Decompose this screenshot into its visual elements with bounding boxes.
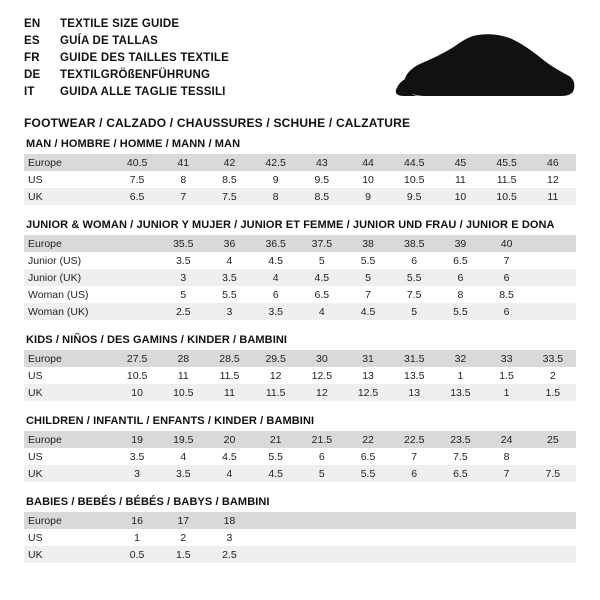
size-cell: 43 [299,154,345,171]
size-cell: 11 [530,188,576,205]
table-row [24,188,576,205]
size-cell: 6 [253,286,299,303]
size-cell: 24 [484,431,530,448]
size-cell [253,512,299,529]
language-code: IT [24,86,35,98]
size-cell: 1 [437,367,483,384]
size-cell: 5.5 [345,252,391,269]
size-cell: 1.5 [530,384,576,401]
table-row [24,350,576,367]
size-cell: 7.5 [391,286,437,303]
row-label: US [24,367,114,384]
size-cell: 5 [391,303,437,320]
size-cell: 45.5 [484,154,530,171]
row-label: UK [24,546,114,563]
language-code: FR [24,52,40,64]
size-cell: 18 [206,512,252,529]
size-cell: 27.5 [114,350,160,367]
table-row [24,171,576,188]
size-cell [114,303,160,320]
size-cell: 4 [253,269,299,286]
row-label: Junior (UK) [24,269,114,286]
size-cell [114,235,160,252]
size-cell [253,546,299,563]
size-cell: 23.5 [437,431,483,448]
size-cell: 29.5 [253,350,299,367]
size-cell [437,546,483,563]
size-cell: 9.5 [391,188,437,205]
row-label: US [24,448,114,465]
size-cell: 7.5 [530,465,576,482]
size-cell: 25 [530,431,576,448]
size-cell [530,269,576,286]
size-cell: 2 [530,367,576,384]
size-cell: 40 [484,235,530,252]
size-cell: 5 [299,465,345,482]
table-row [24,154,576,171]
size-cell [253,529,299,546]
size-cell: 4 [160,448,206,465]
size-cell: 5.5 [253,448,299,465]
size-cell [437,529,483,546]
size-cell: 5 [160,286,206,303]
size-cell: 4.5 [206,448,252,465]
size-cell: 6.5 [345,448,391,465]
size-cell: 38 [345,235,391,252]
table-row [24,465,576,482]
row-label: Europe [24,154,114,171]
row-label: Woman (UK) [24,303,114,320]
language-title: TEXTILE SIZE GUIDE [60,18,180,30]
size-cell: 46 [530,154,576,171]
size-cell: 0.5 [114,546,160,563]
language-code: ES [24,35,40,47]
size-cell: 8 [484,448,530,465]
size-section [24,415,576,482]
table-row [24,448,576,465]
size-cell [391,546,437,563]
size-cell: 28 [160,350,206,367]
size-cell: 10.5 [391,171,437,188]
size-cell: 32 [437,350,483,367]
size-cell: 36.5 [253,235,299,252]
size-cell [530,235,576,252]
size-cell: 6 [484,269,530,286]
size-cell: 3 [206,303,252,320]
row-label: Europe [24,235,114,252]
size-cell: 5.5 [437,303,483,320]
size-cell: 4.5 [253,252,299,269]
size-cell: 28.5 [206,350,252,367]
size-cell: 4.5 [299,269,345,286]
size-cell: 11 [437,171,483,188]
size-cell: 5 [345,269,391,286]
size-cell: 17 [160,512,206,529]
size-cell: 5.5 [391,269,437,286]
table-row [24,235,576,252]
table-row [24,529,576,546]
section-title: CHILDREN / INFANTIL / ENFANTS / KINDER / BAMBINI [26,415,315,427]
size-cell: 20 [206,431,252,448]
size-cell [530,512,576,529]
size-cell: 40.5 [114,154,160,171]
size-cell: 10.5 [114,367,160,384]
row-label: UK [24,188,114,205]
size-cell: 4 [206,252,252,269]
size-cell: 4 [206,465,252,482]
size-cell: 41 [160,154,206,171]
size-cell: 5.5 [345,465,391,482]
size-cell: 1.5 [484,367,530,384]
row-label: US [24,529,114,546]
row-label: Europe [24,431,114,448]
size-tables [24,138,576,563]
size-cell [345,546,391,563]
size-cell [345,512,391,529]
size-cell: 10 [114,384,160,401]
size-cell [114,269,160,286]
size-cell: 11.5 [484,171,530,188]
size-cell: 3.5 [160,252,206,269]
language-title: GUIDA ALLE TAGLIE TESSILI [60,86,226,98]
size-cell: 1 [484,384,530,401]
page-header [24,16,576,130]
table-row [24,512,576,529]
size-cell: 3.5 [253,303,299,320]
size-cell: 13 [345,367,391,384]
size-table [24,431,576,482]
size-cell: 44.5 [391,154,437,171]
language-code: DE [24,69,41,81]
size-cell: 8.5 [299,188,345,205]
size-cell: 8.5 [484,286,530,303]
size-cell: 7.5 [437,448,483,465]
size-cell: 6 [484,303,530,320]
size-cell: 22 [345,431,391,448]
row-label: UK [24,465,114,482]
size-cell: 4 [299,303,345,320]
table-row [24,286,576,303]
size-cell: 2.5 [206,546,252,563]
size-cell: 10.5 [160,384,206,401]
size-cell: 16 [114,512,160,529]
size-cell: 35.5 [160,235,206,252]
size-cell: 31.5 [391,350,437,367]
size-cell: 6 [391,252,437,269]
language-title: GUIDE DES TAILLES TEXTILE [60,52,229,64]
table-row [24,367,576,384]
size-cell: 6 [391,465,437,482]
size-cell: 11.5 [253,384,299,401]
table-row [24,546,576,563]
language-code: EN [24,18,41,30]
size-cell: 37.5 [299,235,345,252]
size-cell: 10 [345,171,391,188]
row-label: US [24,171,114,188]
size-cell [391,512,437,529]
size-cell: 6.5 [114,188,160,205]
table-row [24,252,576,269]
size-cell: 7 [345,286,391,303]
size-cell [530,286,576,303]
size-cell: 3.5 [206,269,252,286]
size-cell: 11 [206,384,252,401]
language-row [24,16,576,33]
size-cell: 13 [391,384,437,401]
size-cell: 42 [206,154,252,171]
table-row [24,431,576,448]
size-cell: 45 [437,154,483,171]
size-cell [530,303,576,320]
size-cell: 10 [437,188,483,205]
section-title: KIDS / NIÑOS / DES GAMINS / KINDER / BAMBINI [26,334,288,346]
table-row [24,384,576,401]
size-cell [299,546,345,563]
size-cell [437,512,483,529]
size-cell: 1 [114,529,160,546]
size-cell: 3.5 [160,465,206,482]
size-cell: 6.5 [437,252,483,269]
size-cell: 21 [253,431,299,448]
size-section [24,219,576,320]
size-cell: 7.5 [206,188,252,205]
size-cell: 6 [299,448,345,465]
size-cell: 38.5 [391,235,437,252]
size-cell: 7 [160,188,206,205]
language-title: TEXTILGRÖßENFÜHRUNG [60,69,211,81]
size-cell: 11.5 [206,367,252,384]
size-cell: 7 [391,448,437,465]
size-cell [530,252,576,269]
size-cell [484,512,530,529]
size-cell: 33.5 [530,350,576,367]
language-title: GUÍA DE TALLAS [60,35,158,47]
size-table [24,154,576,205]
size-cell: 9 [345,188,391,205]
size-cell: 8 [253,188,299,205]
size-cell: 12.5 [299,367,345,384]
size-cell [530,448,576,465]
size-cell [391,529,437,546]
section-title: JUNIOR & WOMAN / JUNIOR Y MUJER / JUNIOR ET FEMME / JUNIOR UND FRAU / JUNIOR E DONA [26,219,555,231]
size-cell [299,512,345,529]
row-label: Europe [24,350,114,367]
size-cell: 7.5 [114,171,160,188]
size-cell: 12 [530,171,576,188]
size-cell: 42.5 [253,154,299,171]
row-label: UK [24,384,114,401]
size-cell: 6.5 [299,286,345,303]
size-cell: 3.5 [114,448,160,465]
size-cell: 2.5 [160,303,206,320]
size-cell: 4.5 [345,303,391,320]
size-cell: 8.5 [206,171,252,188]
size-cell: 5 [299,252,345,269]
dress-shoe-icon [386,32,576,110]
table-row [24,303,576,320]
size-cell: 7 [484,465,530,482]
size-cell: 9 [253,171,299,188]
size-cell: 13.5 [391,367,437,384]
size-section [24,334,576,401]
size-cell: 6.5 [437,465,483,482]
size-cell: 4.5 [253,465,299,482]
size-cell: 9.5 [299,171,345,188]
size-table [24,235,576,320]
size-cell: 44 [345,154,391,171]
size-cell: 19 [114,431,160,448]
size-cell [484,546,530,563]
size-cell: 5.5 [206,286,252,303]
size-cell: 31 [345,350,391,367]
size-cell: 11 [160,367,206,384]
size-cell [299,529,345,546]
size-cell: 3 [206,529,252,546]
size-cell: 21.5 [299,431,345,448]
size-cell: 13.5 [437,384,483,401]
size-cell: 12.5 [345,384,391,401]
size-cell: 33 [484,350,530,367]
size-section [24,138,576,205]
section-title: MAN / HOMBRE / HOMME / MANN / MAN [26,138,241,150]
size-cell: 7 [484,252,530,269]
size-cell [114,286,160,303]
category-heading: FOOTWEAR / CALZADO / CHAUSSURES / SCHUHE / CALZATURE [24,116,411,130]
size-cell: 6 [437,269,483,286]
size-section [24,496,576,563]
row-label: Junior (US) [24,252,114,269]
size-cell: 1.5 [160,546,206,563]
size-cell: 3 [114,465,160,482]
size-cell: 3 [160,269,206,286]
size-cell: 19.5 [160,431,206,448]
size-cell: 12 [253,367,299,384]
size-cell: 8 [437,286,483,303]
size-cell: 10.5 [484,188,530,205]
row-label: Europe [24,512,114,529]
size-cell: 2 [160,529,206,546]
size-cell: 39 [437,235,483,252]
size-cell: 30 [299,350,345,367]
size-cell: 8 [160,171,206,188]
size-cell [484,529,530,546]
size-cell [114,252,160,269]
table-row [24,269,576,286]
section-title: BABIES / BEBÉS / BÉBÉS / BABYS / BAMBINI [26,496,270,508]
size-cell: 22.5 [391,431,437,448]
size-cell [345,529,391,546]
size-cell [530,546,576,563]
size-cell: 12 [299,384,345,401]
size-cell [530,529,576,546]
size-table [24,512,576,563]
row-label: Woman (US) [24,286,114,303]
size-table [24,350,576,401]
size-cell: 36 [206,235,252,252]
